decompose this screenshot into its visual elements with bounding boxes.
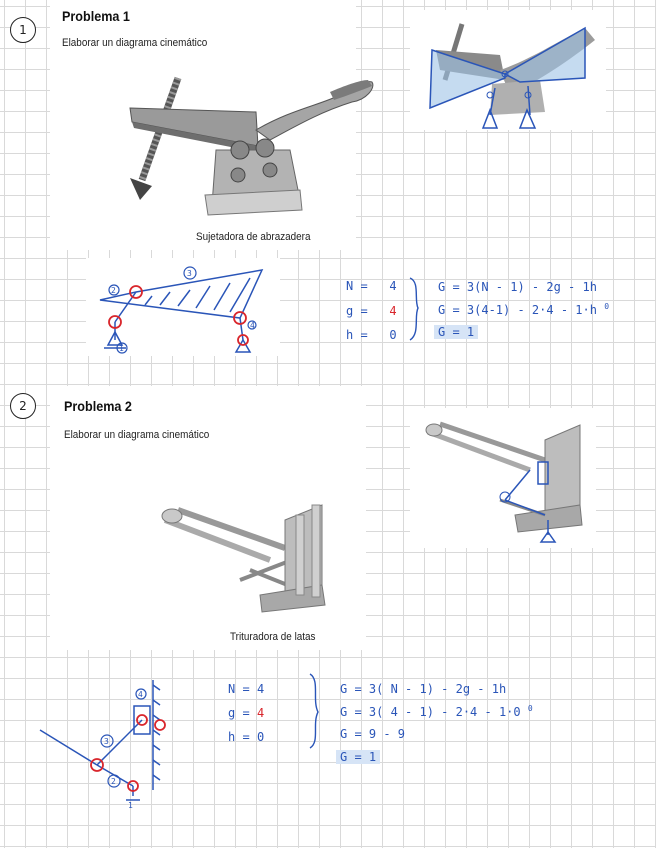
p2-eq-g: g = 4 bbox=[228, 706, 265, 720]
p2-diagram-label-2: 2 bbox=[111, 777, 116, 786]
p2-eq-h: h = 0 bbox=[228, 730, 265, 744]
p2-eq-result: G = 1 bbox=[336, 750, 380, 764]
p1-eq-g: g = 4 bbox=[346, 304, 397, 318]
p2-eq-right-3: G = 9 - 9 bbox=[340, 727, 406, 741]
problem-1-caption: Sujetadora de abrazadera bbox=[196, 231, 311, 243]
problem-1-number: 1 bbox=[10, 17, 36, 43]
p1-diagram-label-4: 4 bbox=[250, 321, 255, 330]
p2-eq-right-2: G = 3( 4 - 1) - 2·4 - 1·0 $^0$ bbox=[340, 704, 533, 719]
p1-diagram-label-2: 2 bbox=[111, 286, 116, 295]
p1-diagram-label-1: 1 bbox=[119, 344, 124, 353]
problem-1-subtitle: Elaborar un diagrama cinemático bbox=[62, 37, 208, 49]
p1-eq-right-2: G = 3(4-1) - 2·4 - 1·h $^0$ bbox=[438, 302, 610, 317]
p1-eq-N: N = 4 bbox=[346, 279, 397, 293]
p2-diagram-label-4: 4 bbox=[138, 690, 143, 699]
p1-eq-result: G = 1 bbox=[434, 325, 478, 339]
problem-2-number: 2 bbox=[10, 393, 36, 419]
p2-diagram-label-3: 3 bbox=[104, 737, 109, 746]
p1-eq-h: h = 0 bbox=[346, 328, 397, 342]
p2-diagram-label-1: 1 bbox=[128, 801, 133, 810]
p1-eq-right-1: G = 3(N - 1) - 2g - 1h bbox=[438, 280, 597, 294]
p1-diagram-label-3: 3 bbox=[187, 269, 192, 278]
problem-2-subtitle: Elaborar un diagrama cinemático bbox=[64, 429, 210, 441]
problem-2-title: Problema 2 bbox=[64, 398, 132, 414]
p2-eq-right-1: G = 3( N - 1) - 2g - 1h bbox=[340, 682, 507, 696]
p2-eq-N: N = 4 bbox=[228, 682, 265, 696]
problem-1-title: Problema 1 bbox=[62, 8, 130, 24]
problem-2-caption: Trituradora de latas bbox=[230, 631, 316, 643]
